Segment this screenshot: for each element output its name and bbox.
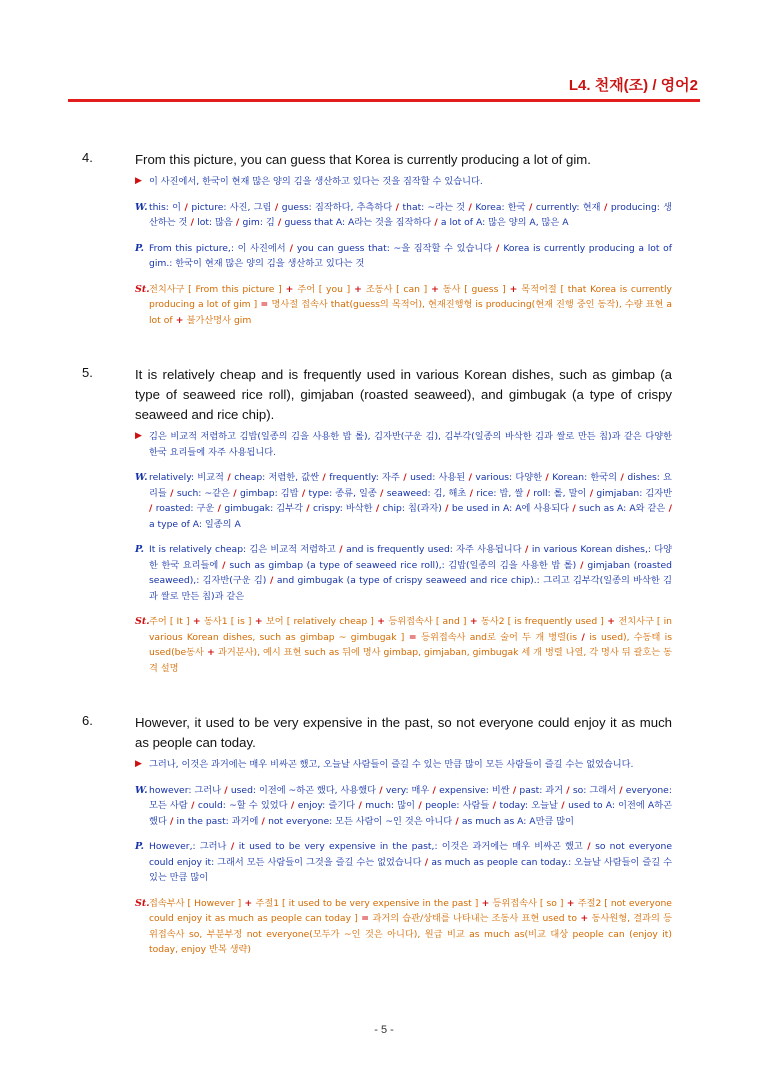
- phrase-breakdown: P. However,: 그러나 / it used to be very expensive in the past,: 이것은 과거에는 매우 비싸곤 했고 / so not everyone could enjoy it: 그래서 모든 사람들이 그것을 즐길 수는 없었습니다 / as much as people can today.: 오늘날 사람들이 즐길 수 있는 만큼 많이: [135, 841, 672, 883]
- word-list: W. this: 이 / picture: 사진, 그림 / guess: 짐작하다, 추측하다 / that: ~라는 것 / Korea: 한국 / currently: 현재 / producing: 생산하는 것 / lot: 많음 / gim: 김 / guess that A: A라는 것을 짐작하다 / a lot of A: 많은 양의 A, 많은 A: [135, 201, 672, 228]
- page-number: - 5 -: [374, 1024, 394, 1036]
- sentence-item-4: [82, 150, 672, 328]
- arrow-icon: ▶: [135, 759, 142, 769]
- structure-label: St.: [135, 283, 150, 295]
- translation: ▶ 이 사진에서, 한국이 현재 많은 양의 김을 생산하고 있다는 것을 짐작할 수 있습니다.: [135, 174, 672, 190]
- header-rule: [68, 99, 700, 102]
- sentence-item-6: [82, 713, 672, 958]
- translation: ▶ 그러나, 이것은 과거에는 매우 비싸곤 했고, 오늘날 사람들이 즐길 수 있는 만큼 많이 모든 사람들이 즐길 수는 없었습니다.: [135, 757, 672, 773]
- phrase-label: P.: [135, 242, 144, 254]
- words-label: W.: [135, 201, 148, 213]
- sentence-item-5: [82, 365, 672, 676]
- structure-analysis: St. 접속부사 [ However ] + 주절1 [ it used to be very expensive in the past ] + 등위접속사 [ so ] + 주절2 [ not everyone could enjoy it as much as people can today ] = 과거의 습관/상태를 나타내는 조동사 표현 used to + 동사원형, 결과의 등위접속사 so, 부분부정 not everyone(모두가 ~인 것은 아니다), 원급 비교 as much as(비교 대상 people can (enjoy it) today, enjoy 반복 생략): [135, 897, 672, 955]
- arrow-icon: ▶: [135, 176, 142, 186]
- structure-analysis: St. 주어 [ It ] + 동사1 [ is ] + 보어 [ relatively cheap ] + 등위접속사 [ and ] + 동사2 [ is frequently used ] + 전치사구 [ in various Korean dishes, such as gimbap ~ gimbugak ] = 등위접속사 and로 술어 두 개 병렬(is / is used), 수동태 is used(be동사 + 과거분사), 예시 표현 such as 뒤에 명사 gimbap, gimjaban, gimbugak 세 개 병렬 나열, 각 명사 뒤 괄호는 동격 설명: [135, 616, 672, 674]
- phrase-label: P.: [135, 544, 144, 555]
- translation: ▶ 김은 비교적 저렴하고 김밥(일종의 김을 사용한 밥 롤), 김자반(구운 김), 김부각(일종의 바삭한 김과 쌀로 만든 칩)과 같은 다양한 한국 요리들에 자주 사용됩니다.: [135, 431, 672, 458]
- page-header: [68, 70, 700, 102]
- structure-label: St.: [135, 897, 150, 909]
- english-sentence: However, it used to be very expensive in the past, so not everyone could enjoy it as much as people can today.: [135, 715, 672, 750]
- structure-label: St.: [135, 616, 150, 627]
- english-sentence: It is relatively cheap and is frequently used in various Korean dishes, such as gimbap (a type of seaweed rice roll), gimjaban (roasted seaweed), and gimbugak (a type of crispy seaweed and rice chip).: [135, 367, 672, 422]
- structure-analysis: St. 전치사구 [ From this picture ] + 주어 [ you ] + 조동사 [ can ] + 동사 [ guess ] + 목적어절 [ that Korea is currently producing a lot of gim ] = 명사절 접속사 that(guess의 목적어), 현재진행형 is producing(현재 진행 중인 동작), 수량 표현 a lot of + 불가산명사 gim: [135, 283, 672, 326]
- item-number: 5.: [82, 365, 93, 380]
- phrase-label: P.: [135, 841, 144, 852]
- phrase-breakdown: P. It is relatively cheap: 김은 비교적 저렴하고 / and is frequently used: 자주 사용됩니다 / in various Korean dishes,: 다양한 한국 요리들에 / such as gimbap (a type of seaweed rice roll),: 김밥(일종의 김을 사용한 밥 롤) / gimjaban (roasted seaweed),: 김자반(구운 김) / and gimbugak (a type of crispy seaweed and rice chip).: 그리고 김부각(일종의 바삭한 김과 쌀로 만든 칩)과 같은: [135, 544, 672, 602]
- words-label: W.: [135, 472, 148, 483]
- word-list: W. relatively: 비교적 / cheap: 저렴한, 값싼 / frequently: 자주 / used: 사용된 / various: 다양한 / Korean: 한국의 / dishes: 요리들 / such: ~같은 / gimbap: 김밥 / type: 종류, 일종 / seaweed: 김, 해초 / rice: 밥, 쌀 / roll: 롤, 말이 / gimjaban: 김자반 / roasted: 구운 / gimbugak: 김부각 / crispy: 바삭한 / chip: 칩(과자) / be used in A: A에 사용되다 / such as A: A와 같은 / a type of A: 일종의 A: [135, 472, 673, 530]
- arrow-icon: ▶: [135, 431, 142, 441]
- word-list: W. however: 그러나 / used: 이전에 ~하곤 했다, 사용했다 / very: 매우 / expensive: 비싼 / past: 과거 / so: 그래서 / everyone: 모든 사람 / could: ~할 수 있었다 / enjoy: 즐기다 / much: 많이 / people: 사람들 / today: 오늘날 / used to A: 이전에 A하곤 했다 / in the past: 과거에 / not everyone: 모든 사람이 ~인 것은 아니다 / as much as A: A만큼 많이: [135, 784, 672, 827]
- english-sentence: From this picture, you can guess that Korea is currently producing a lot of gim.: [135, 152, 591, 167]
- phrase-breakdown: P. From this picture,: 이 사진에서 / you can guess that: ~을 짐작할 수 있습니다 / Korea is currently producing a lot of gim.: 한국이 현재 많은 양의 김을 생산하고 있다는 것: [135, 242, 672, 269]
- words-label: W.: [135, 784, 148, 796]
- lesson-title: L4. 천재(조) / 영어2: [568, 77, 698, 94]
- item-number: 4.: [82, 150, 93, 165]
- item-number: 6.: [82, 713, 93, 728]
